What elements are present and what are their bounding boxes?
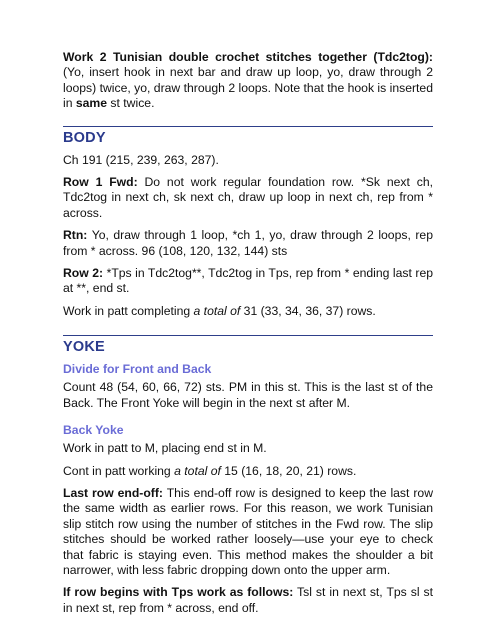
stitch-text-b: st twice. xyxy=(107,96,155,111)
back-text2-emphasis: a total of xyxy=(174,463,221,478)
row2-instruction xyxy=(63,266,433,297)
back-text2-a: Cont in patt working xyxy=(63,463,175,478)
tps-instruction xyxy=(63,585,433,616)
section-heading-yoke: YOKE xyxy=(63,339,105,356)
last-row-instruction xyxy=(63,486,433,578)
divide-instruction: Count 48 (54, 60, 66, 72) sts. PM in this st. This is the last st of the Back. The Front Yoke will begin in the next st after M. xyxy=(63,380,433,410)
stitch-emphasis: same xyxy=(75,96,108,111)
stitch-definition xyxy=(63,50,433,112)
chain-instruction: Ch 191 (215, 239, 263, 287). xyxy=(63,152,219,167)
patt-text-b: 31 (33, 34, 36, 37) rows. xyxy=(240,303,376,318)
patt-emphasis: a total of xyxy=(193,303,241,318)
row2-text: *Tps in Tdc2tog**, Tdc2tog in Tps, rep from * ending last rep at **, end st. xyxy=(63,266,434,296)
section-divider-yoke xyxy=(63,335,433,336)
subheading-divide: Divide for Front and Back xyxy=(63,362,212,377)
stitch-text-a: (Yo, insert hook in next bar and draw up loop, yo, draw through 2 loops) twice, yo, draw through 2 loops. Note that the hook is inserted in xyxy=(63,65,433,111)
back-yoke-instruction-1: Work in patt to M, placing end st in M. xyxy=(63,441,267,456)
row1-text: Do not work regular foundation row. *Sk next ch, Tdc2tog in next ch, sk next ch, draw up loop in next ch, rep from * across. xyxy=(63,175,433,220)
back-text2-b: 15 (16, 18, 20, 21) rows. xyxy=(220,463,357,478)
row1-instruction xyxy=(63,175,433,221)
stitch-term: Work 2 Tunisian double crochet stitches together (Tdc2tog): xyxy=(63,50,433,64)
last-row-label: Last row end-off: xyxy=(63,485,163,500)
last-row-text: This end-off row is designed to keep the last row the same width as earlier rows. For this reason, we work Tunisian slip stitch row using the number of stitches in the Fwd row. The slip stitches should be worked rather loosely—use your eye to check that fabric is staying even. This method makes the shoulder a bit narrower, with less fabric dropping down onto the upper arm. xyxy=(63,485,433,577)
document-content xyxy=(63,50,433,623)
return-instruction xyxy=(63,228,433,259)
return-label: Rtn: xyxy=(63,228,88,243)
section-divider-body xyxy=(63,126,433,127)
section-heading-body: BODY xyxy=(63,129,106,146)
tps-text: Tsl st in next st, Tps sl st in next st, rep from * across, end off. xyxy=(63,585,433,615)
row2-label: Row 2: xyxy=(63,266,104,281)
back-yoke-instruction-2 xyxy=(63,464,433,479)
row1-label: Row 1 Fwd: xyxy=(63,175,138,190)
patt-text-a: Work in patt completing xyxy=(63,303,194,318)
subheading-back-yoke: Back Yoke xyxy=(63,423,124,438)
return-text: Yo, draw through 1 loop, *ch 1, yo, draw through 2 loops, rep from * across. 96 (108, 120, 132, 144) sts xyxy=(63,228,433,258)
tps-label: If row begins with Tps work as follows: xyxy=(63,585,294,600)
pattern-rows-instruction xyxy=(63,304,433,319)
